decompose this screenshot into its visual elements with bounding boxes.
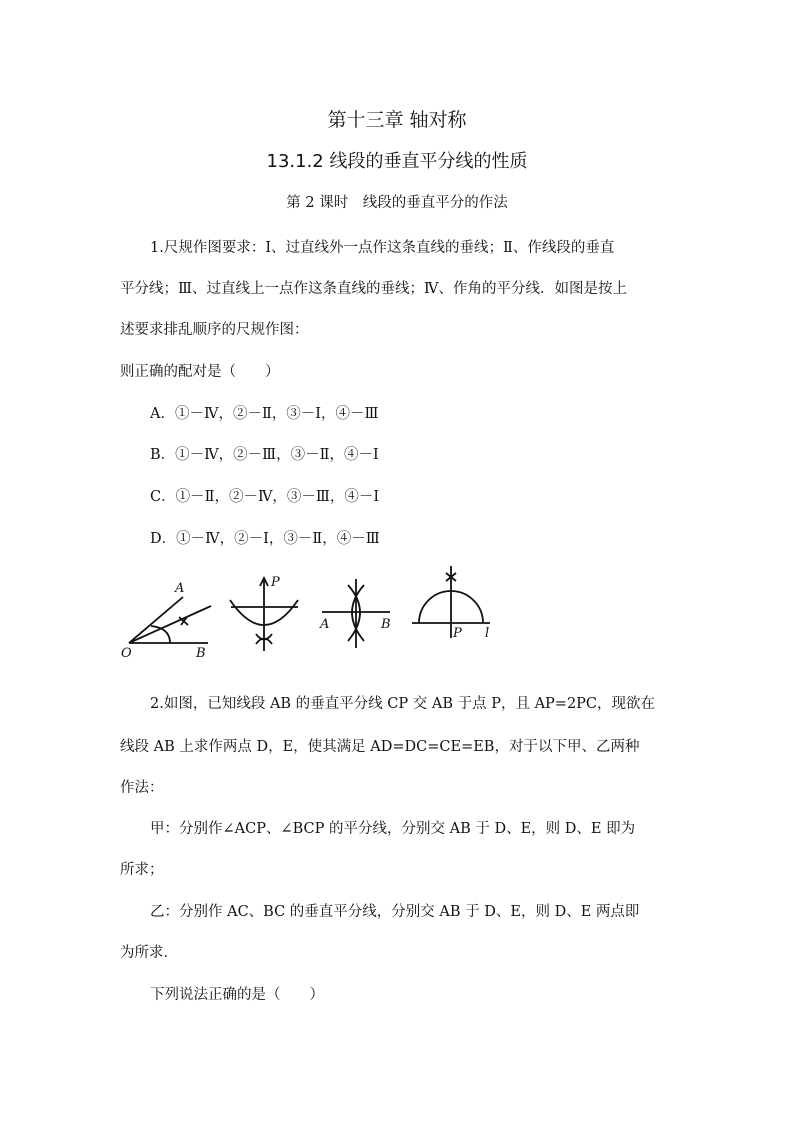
fig1-label-b: B xyxy=(196,646,206,661)
option-d[interactable]: D．①－Ⅳ，②－Ⅰ，③－Ⅱ，④－Ⅲ xyxy=(150,531,380,547)
q2-line-4: 甲：分别作∠ACP、∠BCP 的平分线，分别交 AB 于 D、E，则 D、E 即为 xyxy=(150,821,636,837)
q2-line-7: 为所求． xyxy=(120,945,178,961)
fig2-arc xyxy=(230,600,298,625)
q1-line-3: 述要求排乱顺序的尺规作图： xyxy=(120,322,309,338)
option-b[interactable]: B．①－Ⅳ，②－Ⅲ，③－Ⅱ，④－Ⅰ xyxy=(150,447,379,463)
figure-angle-bisector xyxy=(121,581,211,661)
figure-perpendicular-external xyxy=(230,575,298,651)
fig2-cross-1 xyxy=(256,634,272,640)
q2-line-6: 乙：分别作 AC、BC 的垂直平分线，分别交 AB 于 D、E，则 D、E 两点即 xyxy=(150,904,640,920)
q1-line-4: 则正确的配对是（ ） xyxy=(120,364,280,380)
fig1-arc xyxy=(151,626,170,643)
fig1-ray-oa xyxy=(129,597,183,643)
lesson-title: 第 2 课时 线段的垂直平分的作法 xyxy=(286,195,508,211)
q2-line-5: 所求； xyxy=(120,862,164,878)
fig3-arc-right xyxy=(348,585,360,641)
q2-line-3: 作法： xyxy=(120,780,164,796)
section-title: 13.1.2 线段的垂直平分线的性质 xyxy=(266,151,528,172)
fig4-semicircle xyxy=(419,591,483,623)
q1-line-1: 1.尺规作图要求：Ⅰ、过直线外一点作这条直线的垂线；Ⅱ、作线段的垂直 xyxy=(150,240,615,256)
fig1-label-a: A xyxy=(175,581,185,596)
fig2-arrow xyxy=(260,578,268,586)
fig3-label-b: B xyxy=(381,617,391,632)
fig1-mark-1 xyxy=(179,617,188,625)
fig2-cross-2 xyxy=(256,639,272,645)
fig4-mark-2 xyxy=(446,573,456,581)
fig4-label-l: l xyxy=(485,626,490,641)
fig4-mark-1 xyxy=(446,573,456,581)
fig3-label-a: A xyxy=(320,617,330,632)
fig2-label-p: P xyxy=(271,575,280,590)
figure-perpendicular-on-line xyxy=(412,566,490,641)
q2-line-8: 下列说法正确的是（ ） xyxy=(150,987,324,1003)
fig1-bisector xyxy=(129,606,211,643)
chapter-title: 第十三章 轴对称 xyxy=(327,109,467,131)
fig3-arc-left xyxy=(352,585,364,641)
option-a[interactable]: A．①－Ⅳ，②－Ⅱ，③－Ⅰ，④－Ⅲ xyxy=(150,406,379,422)
option-c[interactable]: C．①－Ⅱ，②－Ⅳ，③－Ⅲ，④－Ⅰ xyxy=(150,489,380,505)
q1-line-2: 平分线；Ⅲ、过直线上一点作这条直线的垂线；Ⅳ、作角的平分线．如图是按上 xyxy=(120,281,627,297)
fig4-label-p: P xyxy=(453,626,462,641)
fig1-mark-2 xyxy=(181,617,187,625)
fig1-label-o: O xyxy=(121,646,132,661)
q2-line-2: 线段 AB 上求作两点 D，E，使其满足 AD=DC=CE=EB，对于以下甲、乙两种 xyxy=(120,739,640,755)
figure-perpendicular-bisector xyxy=(319,579,391,648)
q2-line-1: 2.如图，已知线段 AB 的垂直平分线 CP 交 AB 于点 P，且 AP=2PC，现欲在 xyxy=(150,696,656,712)
